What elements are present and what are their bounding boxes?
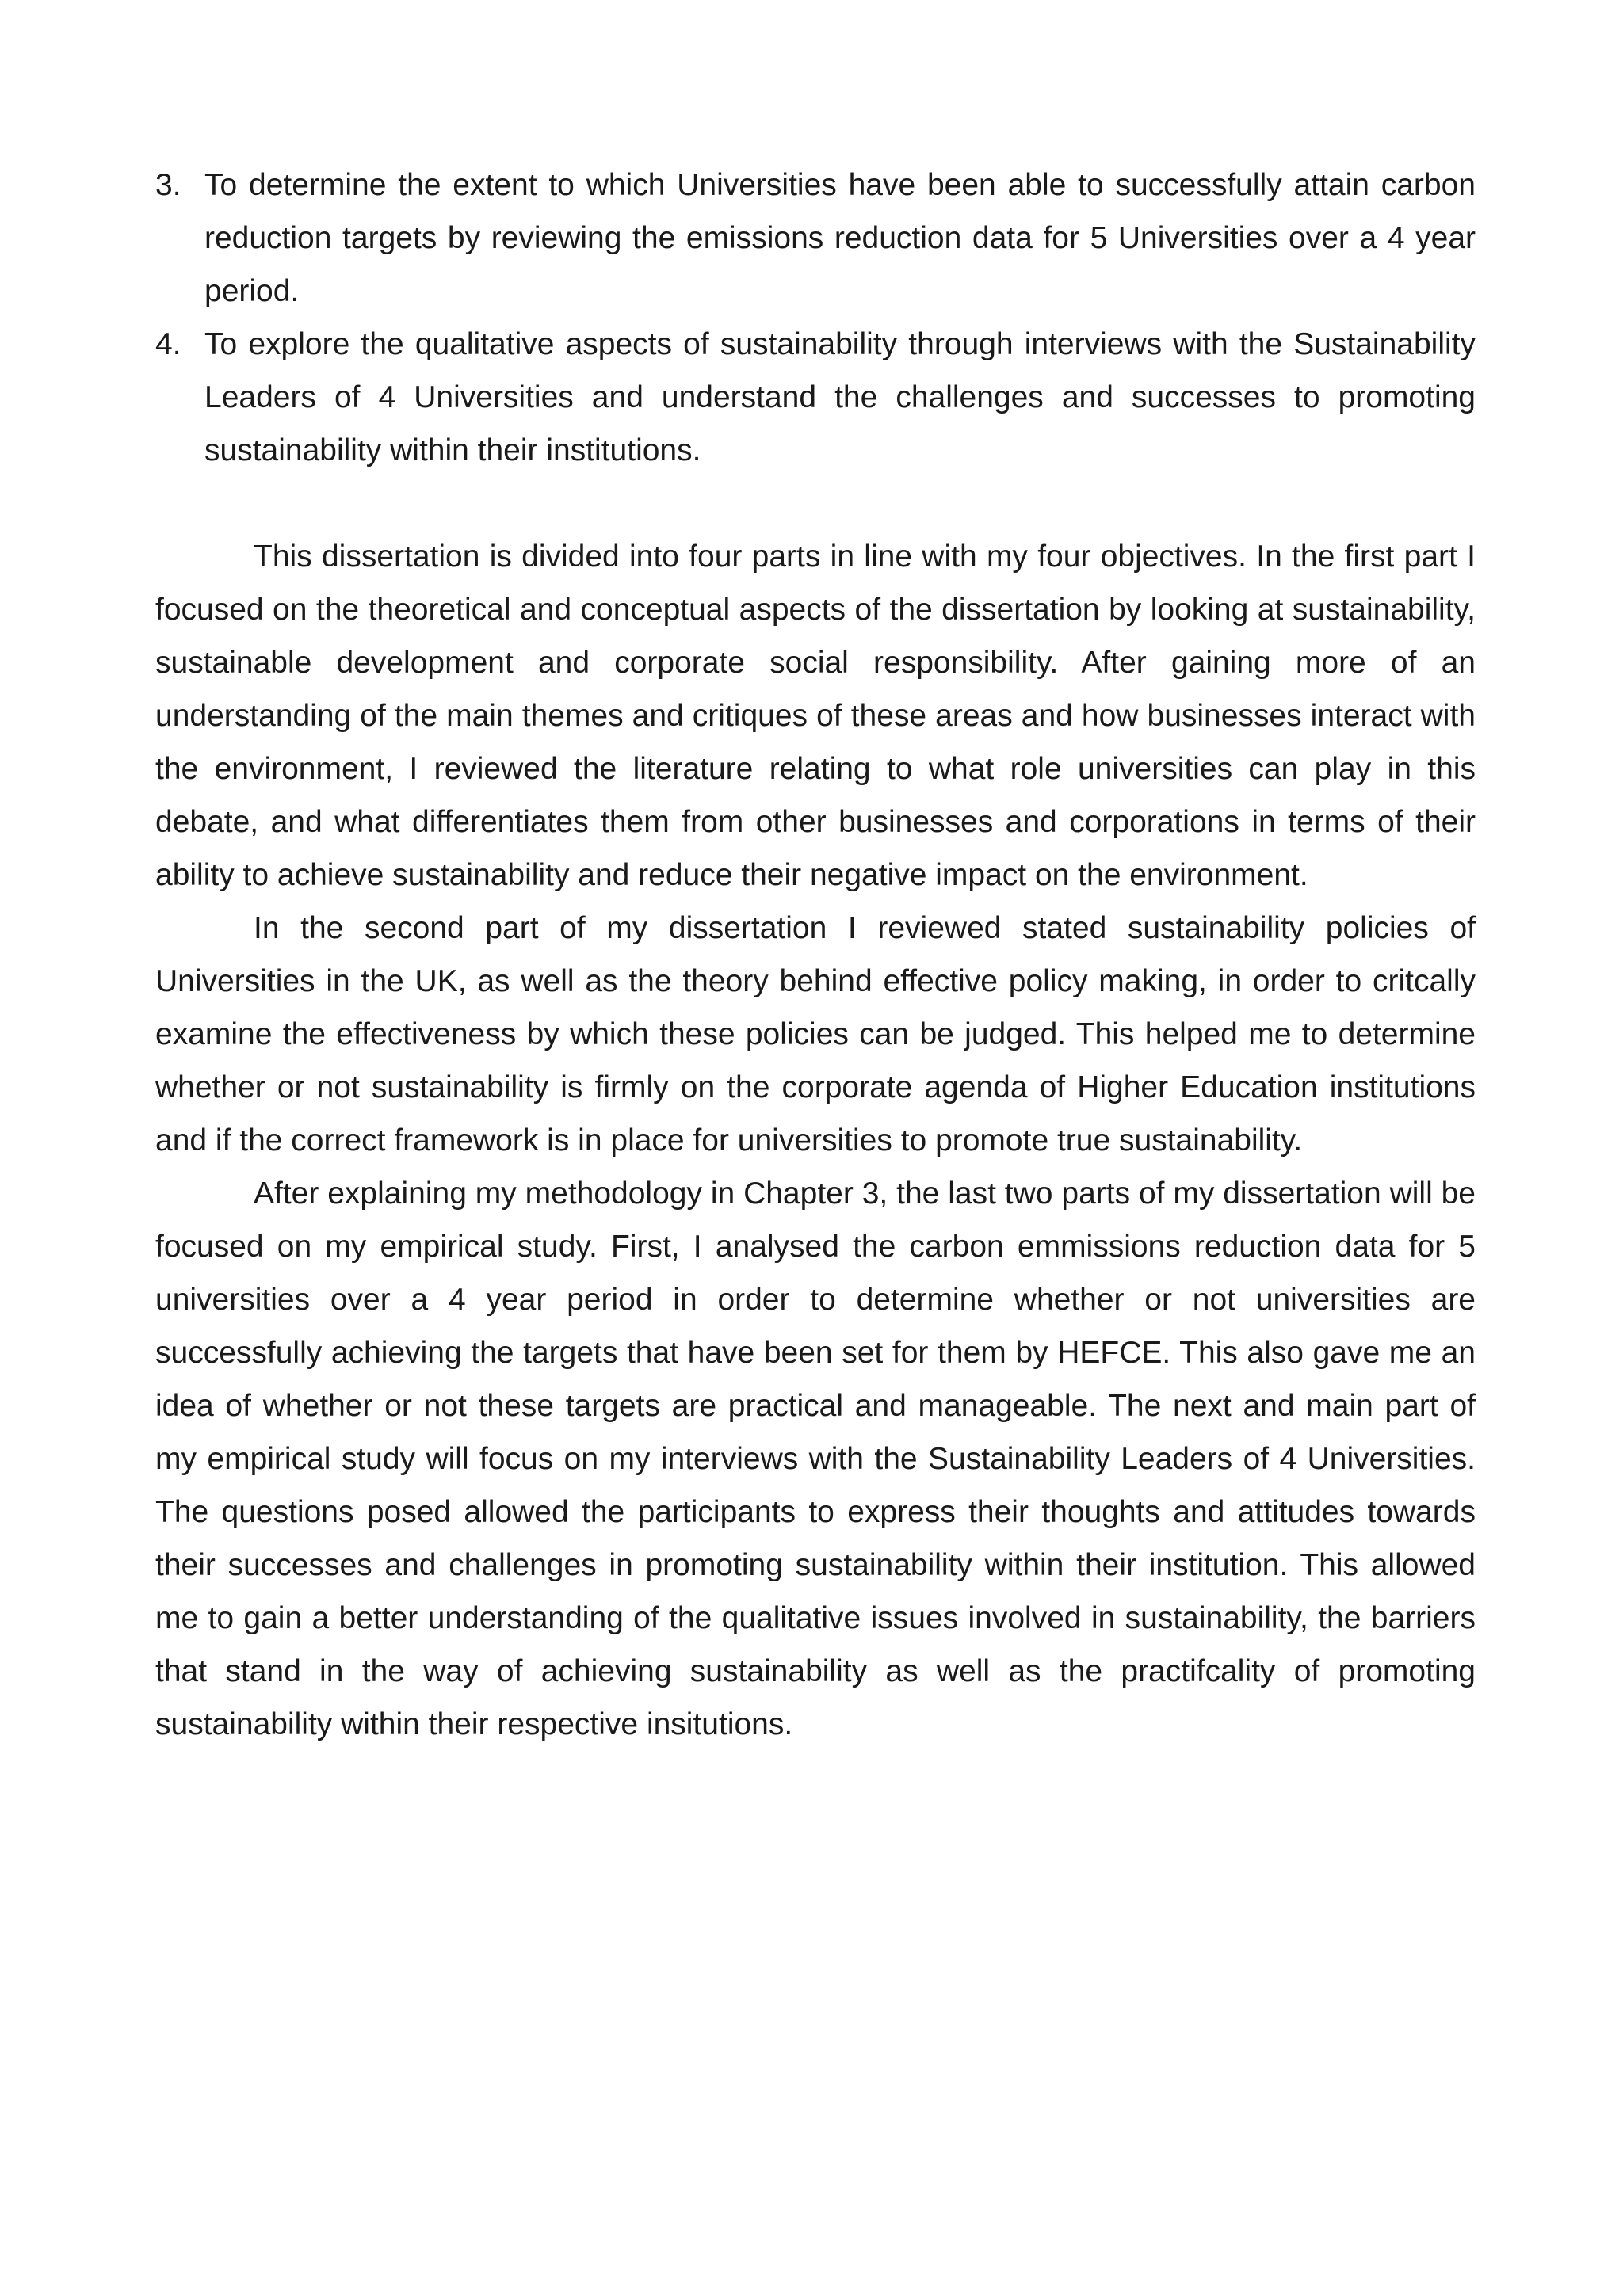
objectives-list: [155, 158, 1476, 477]
page-content: [155, 158, 1476, 1751]
objective-text: To explore the qualitative aspects of sustainability through interviews with the Sustainability Leaders of 4 Universities and understand the challenges and successes to promoting sustainability within their institutions.: [204, 327, 1476, 467]
objective-number: 4.: [155, 327, 181, 361]
objective-number: 3.: [155, 168, 181, 202]
body-text: [155, 530, 1476, 1751]
objective-text: To determine the extent to which Universities have been able to successfully attain carbon reduction targets by reviewing the emissions reduction data for 5 Universities over a 4 year period.: [204, 168, 1476, 308]
paragraph-empirical-study: After explaining my methodology in Chapter 3, the last two parts of my dissertation will be focused on my empirical study. First, I analysed the carbon emmissions reduction data for 5 universities over a 4 year period in order to determine whether or not universities are successfully achieving the targets that have been set for them by HEFCE. This also gave me an idea of whether or not these targets are practical and manageable. The next and main part of my empirical study will focus on my interviews with the Sustainability Leaders of 4 Universities. The questions posed allowed the participants to express their thoughts and attitudes towards their successes and challenges in promoting sustainability within their institution. This allowed me to gain a better understanding of the qualitative issues involved in sustainability, the barriers that stand in the way of achieving sustainability as well as the practifcality of promoting sustainability within their respective insitutions.: [155, 1177, 1476, 1741]
paragraph-overview: This dissertation is divided into four parts in line with my four objectives. In the first part I focused on the theoretical and conceptual aspects of the dissertation by looking at sustainability, sustainable development and corporate social responsibility. After gaining more of an understanding of the main themes and critiques of these areas and how businesses interact with the environment, I reviewed the literature relating to what role universities can play in this debate, and what differentiates them from other businesses and corporations in terms of their ability to achieve sustainability and reduce their negative impact on the environment.: [155, 540, 1476, 892]
paragraph-policy-review: In the second part of my dissertation I reviewed stated sustainability policies of Universities in the UK, as well as the theory behind effective policy making, in order to critcally examine the effectiveness by which these policies can be judged. This helped me to determine whether or not sustainability is firmly on the corporate agenda of Higher Education institutions and if the correct framework is in place for universities to promote true sustainability.: [155, 911, 1476, 1158]
objective-item: [155, 318, 1476, 477]
objective-item: [155, 158, 1476, 318]
